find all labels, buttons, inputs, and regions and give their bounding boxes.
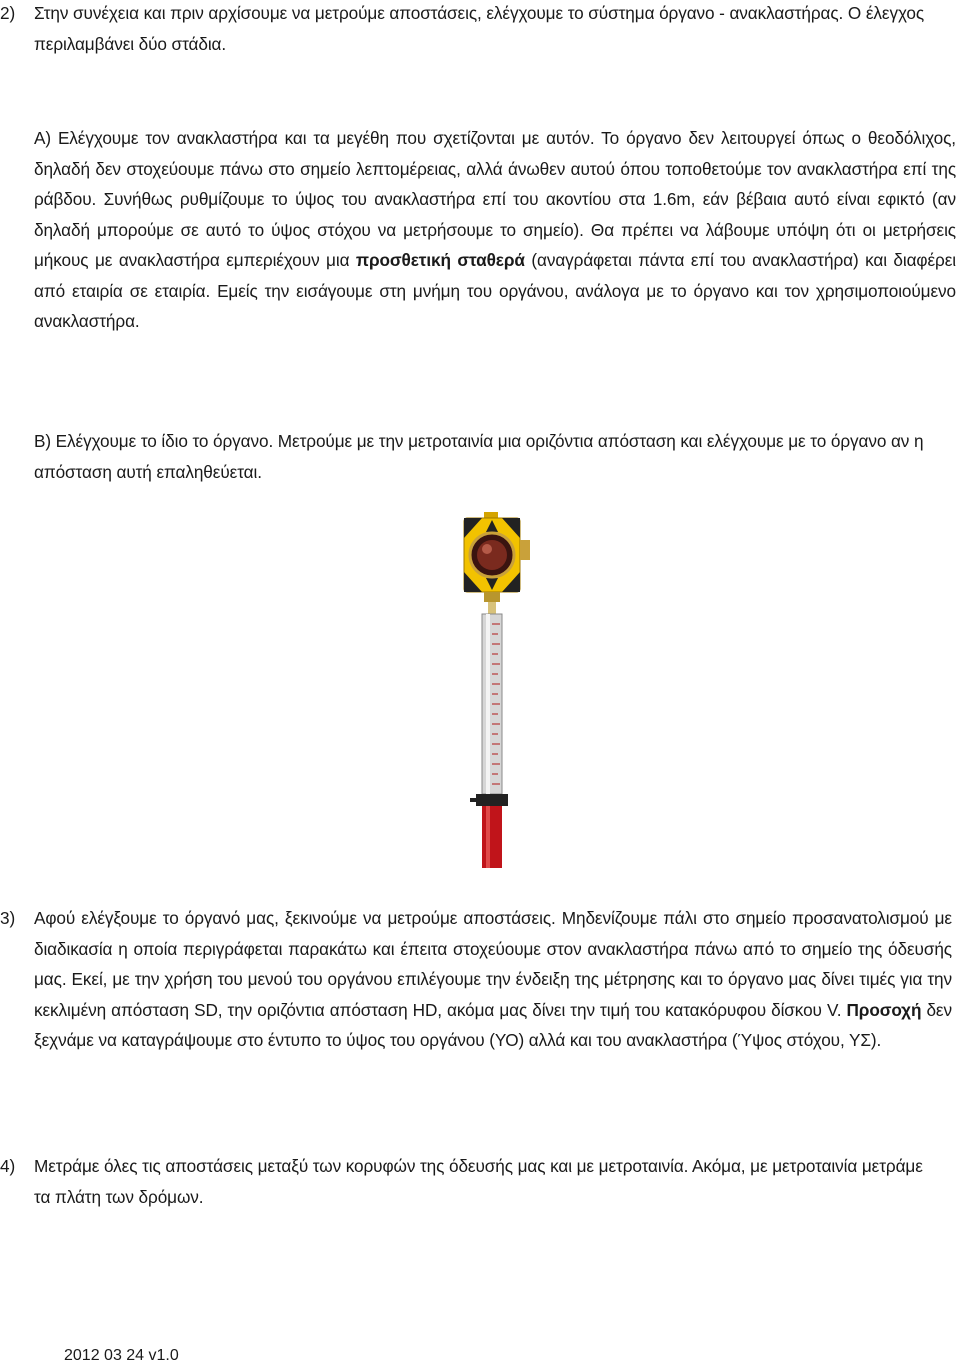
section-3-text-2: δεν ξεχνάμε να καταγράψουμε στο έντυπο το ύψος του οργάνου (ΥΟ) αλλά και του ανακλαστήρα (Ύψος στόχου, ΥΣ). (34, 999, 952, 1050)
stage-a-text-2: (αναγράφεται πάντα επί του ανακλαστήρα) και διαφέρει από εταιρία σε εταιρία. Εμείς την εισάγουμε στη μνήμη του οργάνου, ανάλογα με το όργανο και τον χρησιμοποιούμενο ανακλαστήρα. (34, 250, 956, 331)
section-2-intro: Στην συνέχεια και πριν αρχίσουμε να μετρούμε αποστάσεις, ελέγχουμε το σύστημα όργανο - ανακλαστήρας. Ο έλεγχος περιλαμβάνει δύο στάδια. (34, 3, 925, 54)
stage-a-paragraph (34, 123, 956, 337)
section-3-number: 3) (0, 908, 16, 928)
section-3-paragraph (34, 903, 952, 1056)
document-version-footer: 2012 03 24 v1.0 (64, 1347, 179, 1364)
stage-a-bold-term: προσθετική σταθερά (355, 250, 525, 270)
stage-b-paragraph: Β) Ελέγχουμε το ίδιο το όργανο. Μετρούμε με την μετροταινία μια οριζόντια απόσταση και ελέγχουμε με το όργανο αν η απόσταση αυτή επαληθεύεται. (34, 431, 924, 482)
section-3-text-1: Αφού ελέγξουμε το όργανό μας, ξεκινούμε να μετρούμε αποστάσεις. Μηδενίζουμε πάλι στο σημείο προσανατολισμού με διαδικασία η οποία περιγράφεται παρακάτω και έπειτα στοχεύουμε στον ανακλαστήρα πάνω από το σημείο της όδευσής μας. Εκεί, με την χρήση του μενού του οργάνου επιλέγουμε την ένδειξη της μέτρησης και το όργανο μας δίνει τιμές για την κεκλιμένη απόσταση SD, την οριζόντια απόσταση HD, ακόμα μας δίνει την τιμή του κατακόρυφου δίσκου V. (34, 908, 952, 1020)
stage-a-text-1: Α) Ελέγχουμε τον ανακλαστήρα και τα μεγέθη που σχετίζονται με αυτόν. Το όργανο δεν λειτουργεί όπως ο θεοδόλιχος, δηλαδή δεν στοχεύουμε πάνω στο σημείο λεπτομέρειας, αλλά άνωθεν αυτού όπου τοποθετούμε τον ανακλαστήρα επί της ράβδου. Συνήθως ρυθμίζουμε το ύψος του ανακλαστήρα επί του ακοντίου στα 1.6m, εάν βέβαια αυτό είναι εφικτό (αν δηλαδή μπορούμε σε αυτό το ύψος στόχου να μετρήσουμε το σημείο). Θα πρέπει να λάβουμε υπόψη ότι οι μετρήσεις μήκους με ανακλαστήρα εμπεριέχουν μια (34, 128, 956, 270)
prism-reflector-on-pole-icon (446, 510, 556, 870)
section-3-bold-warning: Προσοχή (846, 999, 922, 1020)
prism-reflector-figure (446, 510, 556, 870)
section-2-number: 2) (0, 3, 16, 23)
section-4-paragraph: Μετράμε όλες τις αποστάσεις μεταξύ των κορυφών της όδευσής μας και με μετροταινία. Ακόμα, με μετροταινία μετράμε τα πλάτη των δρόμων. (34, 1156, 923, 1207)
section-4-number: 4) (0, 1156, 16, 1176)
